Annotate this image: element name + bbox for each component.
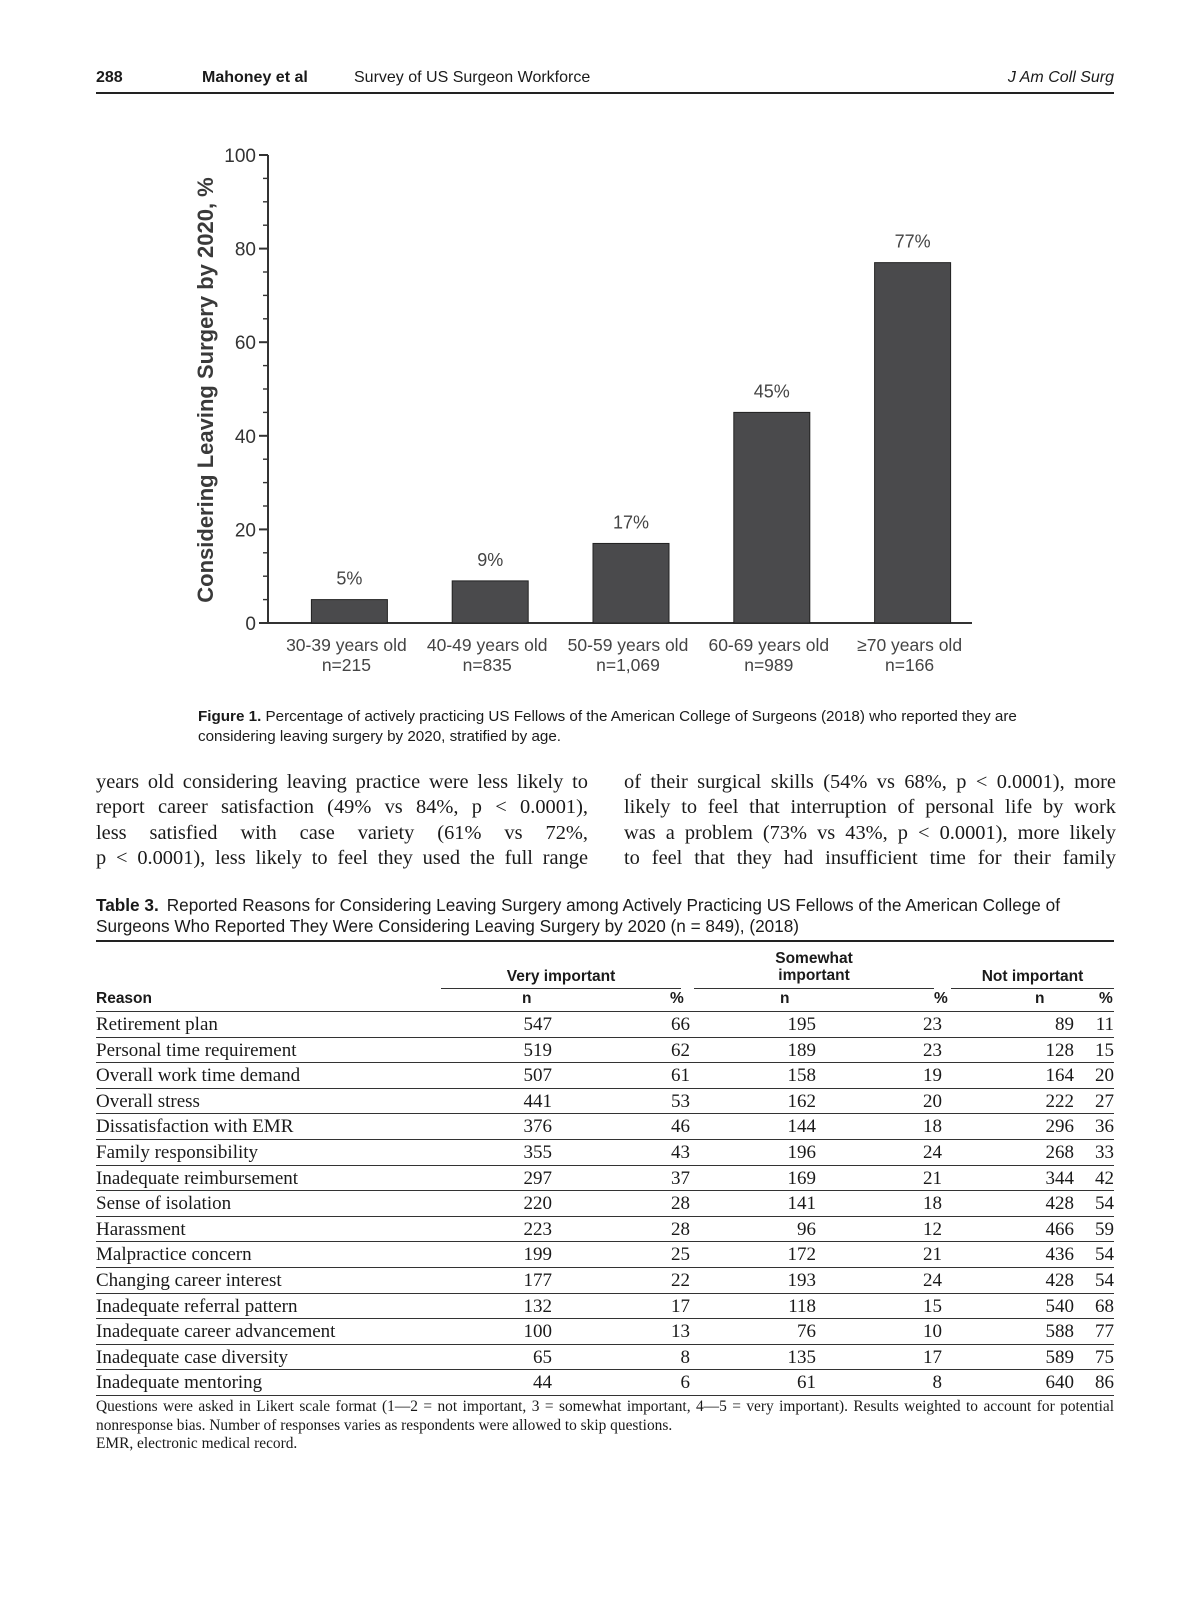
- body-line: report career satisfaction (49% vs 84%, p < 0.0001),: [96, 796, 588, 819]
- cell-pct: 54: [1095, 1193, 1114, 1215]
- cell-n: 428: [1045, 1269, 1074, 1291]
- cell-reason: Overall work time demand: [96, 1065, 301, 1087]
- cell-pct: 54: [1095, 1244, 1114, 1266]
- cell-n: 507: [523, 1065, 552, 1087]
- y-tick-label: 60: [234, 333, 256, 355]
- cell-n: 128: [1045, 1039, 1074, 1061]
- table-3-title: [96, 895, 1114, 936]
- cell-pct: 22: [671, 1269, 690, 1291]
- cell-n: 223: [523, 1218, 552, 1240]
- table-row: [96, 1114, 1114, 1140]
- cell-reason: Changing career interest: [96, 1269, 282, 1291]
- table-row: [96, 1242, 1114, 1268]
- table-abbreviation: EMR, electronic medical record.: [96, 1435, 298, 1452]
- cell-n: 588: [1045, 1321, 1074, 1343]
- cell-n: 195: [787, 1014, 816, 1035]
- cell-pct: 23: [923, 1039, 942, 1061]
- cell-pct: 13: [671, 1321, 690, 1343]
- cell-n: 169: [787, 1167, 816, 1189]
- cell-pct: 66: [671, 1014, 690, 1035]
- cell-pct: 20: [1095, 1065, 1114, 1087]
- cell-pct: 42: [1095, 1167, 1114, 1189]
- cell-n: 199: [523, 1244, 552, 1266]
- cell-n: 344: [1045, 1167, 1074, 1189]
- cell-n: 96: [797, 1218, 816, 1240]
- cell-pct: 28: [671, 1193, 690, 1215]
- cell-reason: Inadequate case diversity: [96, 1346, 289, 1368]
- cell-reason: Sense of isolation: [96, 1193, 232, 1215]
- table-row: [96, 1038, 1114, 1064]
- header-reason: Reason: [96, 990, 152, 1007]
- journal-name: J Am Coll Surg: [1007, 69, 1114, 86]
- group-rule: [694, 988, 934, 989]
- cell-pct: 24: [923, 1269, 942, 1291]
- group-rule: [441, 988, 681, 989]
- cell-n: 268: [1045, 1141, 1074, 1163]
- group-very-important: Very important: [506, 968, 616, 985]
- cell-n: 355: [523, 1141, 552, 1163]
- x-category-label: 40-49 years old: [426, 635, 548, 655]
- bar-value-label: 45%: [753, 381, 790, 402]
- table-row: [96, 1063, 1114, 1089]
- cell-n: 65: [533, 1346, 552, 1368]
- table-row: [96, 1012, 1114, 1038]
- running-title: Survey of US Surgeon Workforce: [354, 69, 591, 86]
- table-row: [96, 1268, 1114, 1294]
- cell-n: 193: [787, 1269, 816, 1291]
- y-tick-label: 80: [234, 239, 256, 261]
- table-row: [96, 1345, 1114, 1371]
- cell-pct: 21: [923, 1167, 942, 1189]
- cell-reason: Dissatisfaction with EMR: [96, 1116, 294, 1138]
- table-footnote: Questions were asked in Likert scale format (1—2 = not important, 3 = somewhat important, 4—5 = very important). Results weighted to account for potential nonresponse bias. Number of responses varies as respondents were allowed to skip questions.: [96, 1398, 1114, 1434]
- bar: [311, 600, 387, 623]
- cell-n: 220: [523, 1193, 552, 1215]
- cell-pct: 28: [671, 1218, 690, 1240]
- x-category-label: 50-59 years old: [567, 635, 689, 655]
- body-text-right-column: [624, 770, 1116, 872]
- cell-pct: 77: [1095, 1321, 1114, 1343]
- y-tick-label: 20: [234, 520, 256, 542]
- figure-caption-text: Percentage of actively practicing US Fellows of the American College of Surgeons (2018) who reported they are considering leaving surgery by 2020, stratified by age.: [198, 708, 1017, 745]
- body-line: likely to feel that interruption of personal life by work: [624, 796, 1116, 819]
- cell-n: 519: [523, 1039, 552, 1061]
- cell-n: 376: [523, 1116, 552, 1138]
- group-rule: [951, 988, 1114, 989]
- cell-pct: 68: [1095, 1295, 1114, 1317]
- cell-pct: 20: [923, 1090, 942, 1112]
- cell-pct: 61: [671, 1065, 690, 1087]
- cell-pct: 11: [1095, 1014, 1114, 1035]
- cell-pct: 46: [671, 1116, 690, 1138]
- cell-pct: 8: [680, 1346, 690, 1368]
- cell-n: 162: [787, 1090, 816, 1112]
- cell-n: 164: [1045, 1065, 1074, 1087]
- cell-n: 540: [1045, 1295, 1074, 1317]
- cell-pct: 15: [923, 1295, 942, 1317]
- table-row: [96, 1089, 1114, 1115]
- cell-n: 189: [787, 1039, 816, 1061]
- bar: [875, 263, 951, 623]
- table-label: Table 3.: [96, 895, 159, 915]
- cell-n: 158: [787, 1065, 816, 1087]
- body-line: was a problem (73% vs 43%, p < 0.0001), more likely: [624, 821, 1116, 844]
- cell-pct: 37: [671, 1167, 690, 1189]
- cell-pct: 17: [923, 1346, 942, 1368]
- cell-pct: 59: [1095, 1218, 1114, 1240]
- table-row: [96, 1140, 1114, 1166]
- cell-pct: 54: [1095, 1269, 1114, 1291]
- x-category-label: 60-69 years old: [708, 635, 830, 655]
- cell-pct: 86: [1095, 1372, 1114, 1394]
- body-line: less satisfied with case variety (61% vs 72%,: [96, 821, 588, 844]
- cell-n: 172: [787, 1244, 816, 1266]
- bar-value-label: 17%: [612, 512, 650, 533]
- bar: [593, 543, 669, 623]
- cell-pct: 43: [671, 1141, 690, 1163]
- cell-pct: 18: [923, 1193, 942, 1215]
- cell-n: 89: [1055, 1014, 1074, 1035]
- y-tick-label: 0: [245, 614, 256, 635]
- cell-reason: Inadequate mentoring: [96, 1372, 263, 1394]
- cell-n: 44: [533, 1372, 552, 1394]
- cell-pct: 18: [923, 1116, 942, 1138]
- cell-n: 118: [788, 1295, 816, 1317]
- table-body: [96, 1012, 1114, 1396]
- cell-n: 141: [787, 1193, 816, 1215]
- cell-n: 132: [523, 1295, 552, 1317]
- x-category-n-label: n=1,069: [596, 655, 660, 675]
- cell-pct: 6: [680, 1372, 690, 1394]
- body-text-left-column: [96, 770, 588, 872]
- table-row: [96, 1191, 1114, 1217]
- cell-n: 61: [797, 1372, 816, 1394]
- x-category-n-label: n=166: [885, 655, 935, 675]
- figure-1-bar-chart: [0, 0, 1200, 710]
- table-row: [96, 1294, 1114, 1320]
- table-top-rule: [96, 940, 1114, 942]
- figure-label: Figure 1.: [198, 708, 262, 725]
- y-tick-label: 40: [234, 426, 256, 448]
- running-authors: Mahoney et al: [202, 69, 308, 86]
- table-row: [96, 1370, 1114, 1396]
- cell-pct: 23: [923, 1014, 942, 1035]
- cell-reason: Inadequate referral pattern: [96, 1295, 298, 1317]
- cell-n: 196: [787, 1141, 816, 1163]
- cell-n: 177: [523, 1269, 552, 1291]
- body-line: to feel that they had insufficient time for their family: [624, 847, 1116, 870]
- body-line: p < 0.0001), less likely to feel they used the full range: [96, 847, 588, 870]
- cell-reason: Inadequate career advancement: [96, 1321, 336, 1343]
- cell-n: 441: [523, 1090, 552, 1112]
- x-category-label: 30-39 years old: [286, 635, 407, 655]
- cell-pct: 10: [923, 1321, 942, 1343]
- cell-pct: 62: [671, 1039, 690, 1061]
- cell-n: 144: [787, 1116, 816, 1138]
- cell-pct: 24: [923, 1141, 942, 1163]
- group-somewhat-important: [694, 950, 934, 984]
- header-pct: %: [934, 990, 948, 1007]
- figure-caption: [198, 707, 1018, 747]
- group-somewhat-line2: important: [778, 967, 850, 984]
- cell-n: 436: [1045, 1244, 1074, 1266]
- cell-n: 428: [1045, 1193, 1074, 1215]
- header-n: n: [780, 990, 790, 1007]
- cell-pct: 17: [671, 1295, 690, 1317]
- x-category-n-label: n=835: [462, 655, 512, 675]
- header-pct: %: [1099, 990, 1113, 1007]
- header-pct: %: [670, 990, 684, 1007]
- header-n: n: [1035, 990, 1045, 1007]
- x-category-label: ≥70 years old: [857, 635, 963, 655]
- header-n: n: [522, 990, 532, 1007]
- table-title-text: Reported Reasons for Considering Leaving Surgery among Actively Practicing US Fellows of the American College of Surgeons Who Reported They Were Considering Leaving Surgery by 2020 (n = 849), (2018): [96, 895, 1060, 936]
- x-category-n-label: n=989: [744, 655, 794, 675]
- cell-n: 76: [797, 1321, 816, 1343]
- group-not-important: Not important: [981, 968, 1084, 985]
- bar-value-label: 77%: [894, 231, 931, 252]
- cell-pct: 15: [1095, 1039, 1114, 1061]
- table-footnotes: [96, 1398, 1114, 1454]
- cell-pct: 12: [923, 1218, 942, 1240]
- cell-n: 100: [523, 1321, 552, 1343]
- cell-reason: Inadequate reimbursement: [96, 1167, 299, 1189]
- cell-n: 135: [787, 1346, 816, 1368]
- cell-n: 297: [523, 1167, 552, 1189]
- cell-reason: Overall stress: [96, 1090, 200, 1112]
- cell-reason: Malpractice concern: [96, 1244, 252, 1266]
- cell-pct: 36: [1095, 1116, 1114, 1138]
- cell-pct: 19: [923, 1065, 942, 1087]
- cell-pct: 27: [1095, 1090, 1114, 1112]
- cell-pct: 75: [1095, 1346, 1114, 1368]
- bar: [734, 412, 810, 623]
- cell-pct: 25: [671, 1244, 690, 1266]
- cell-pct: 53: [671, 1090, 690, 1112]
- cell-n: 547: [523, 1014, 552, 1035]
- y-tick-label: 100: [224, 146, 256, 167]
- cell-pct: 8: [932, 1372, 942, 1394]
- cell-pct: 21: [923, 1244, 942, 1266]
- x-category-n-label: n=215: [321, 655, 371, 675]
- cell-reason: Harassment: [96, 1218, 186, 1240]
- cell-n: 466: [1045, 1218, 1074, 1240]
- body-line: years old considering leaving practice were less likely to: [96, 771, 588, 793]
- bar-value-label: 5%: [336, 568, 363, 589]
- bar-value-label: 9%: [477, 549, 504, 570]
- table-row: [96, 1166, 1114, 1192]
- cell-n: 640: [1045, 1372, 1074, 1394]
- page-number: 288: [96, 69, 123, 86]
- cell-reason: Family responsibility: [96, 1141, 259, 1163]
- cell-n: 296: [1045, 1116, 1074, 1138]
- y-axis-label: Considering Leaving Surgery by 2020, %: [193, 177, 218, 603]
- body-line: of their surgical skills (54% vs 68%, p < 0.0001), more: [624, 771, 1116, 793]
- cell-reason: Retirement plan: [96, 1014, 218, 1035]
- table-row: [96, 1319, 1114, 1345]
- group-somewhat-line1: Somewhat: [775, 950, 853, 967]
- cell-n: 589: [1045, 1346, 1074, 1368]
- cell-reason: Personal time requirement: [96, 1039, 297, 1061]
- table-row: [96, 1217, 1114, 1243]
- bar: [452, 581, 528, 623]
- cell-pct: 33: [1095, 1141, 1114, 1163]
- cell-n: 222: [1045, 1090, 1074, 1112]
